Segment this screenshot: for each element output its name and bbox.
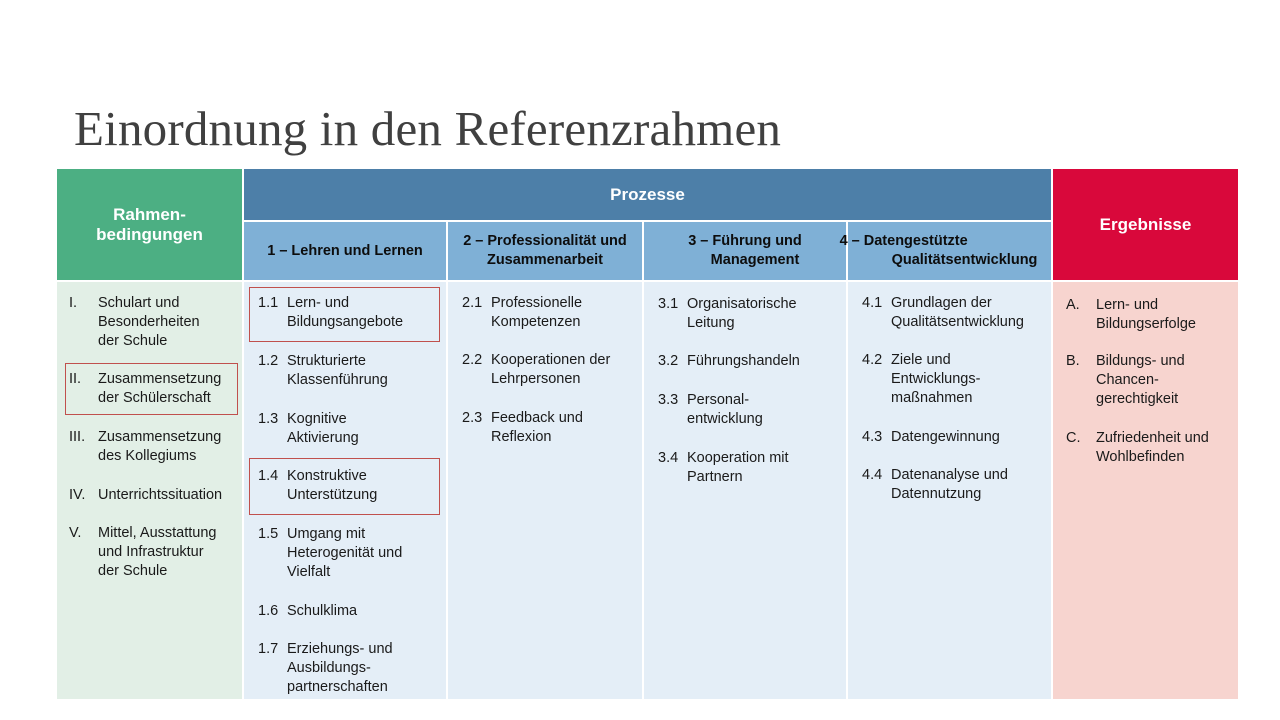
rahmen-item-label: [98, 486, 222, 505]
prozess-4-item-line: maßnahmen: [891, 390, 973, 407]
rahmen-item: [69, 524, 249, 582]
prozess-3-item-number: 3.3: [658, 392, 679, 408]
subheader-line: 4 – Datengestützte: [839, 233, 968, 249]
prozess-column-3: [644, 282, 846, 699]
prozess-1-item-line: Heterogenität und: [287, 545, 403, 562]
prozess-4-item-line: Grundlagen der: [891, 295, 992, 311]
prozess-1-item-line: Lern- und: [287, 295, 350, 311]
prozess-2-item-label: [491, 294, 582, 332]
prozess-3-item-label: [687, 352, 800, 371]
ergebnis-item: [1066, 296, 1246, 334]
prozess-4-item-line: Datenanalyse und: [891, 467, 1008, 483]
rahmen-item-line: Zusammensetzung: [98, 429, 222, 445]
rahmen-item: [69, 294, 249, 352]
rahmen-item-line: Unterrichtssituation: [98, 487, 223, 503]
ergebnis-item-line: Lern- und: [1096, 297, 1159, 313]
rahmen-header-line-1: Rahmen-: [113, 204, 186, 224]
prozess-2-item-number: 2.1: [462, 295, 483, 311]
rahmen-item-label: [98, 428, 221, 466]
ergebnis-item-line: gerechtigkeit: [1096, 391, 1179, 408]
subheader-fuehrung: [644, 222, 846, 280]
prozess-3-item-line: Leitung: [687, 315, 735, 332]
ergebnis-column: [1053, 282, 1238, 699]
prozess-3-item-line: Führungshandeln: [687, 353, 800, 369]
rahmen-item-number: I.: [69, 295, 78, 311]
ergebnis-item-line: Bildungs- und: [1096, 353, 1185, 369]
prozess-1-item-label: [287, 525, 402, 583]
prozess-3-item-number: 3.2: [658, 353, 679, 369]
prozess-1-item-line: Strukturierte: [287, 353, 366, 369]
subheader-line: Management: [710, 252, 800, 268]
prozess-3-item-line: Organisatorische: [687, 296, 797, 312]
prozess-1-item-label: [287, 352, 388, 390]
rahmen-item-line: Mittel, Ausstattung: [98, 525, 217, 541]
rahmen-item-label: [98, 294, 200, 352]
ergebnis-item-label: [1096, 352, 1185, 410]
prozess-4-item-number: 4.2: [862, 352, 883, 368]
prozess-1-item-number: 1.5: [258, 526, 279, 542]
prozess-1-item-line: Schulklima: [287, 603, 358, 619]
prozess-2-item: [462, 409, 642, 447]
prozess-4-item-line: Ziele und: [891, 352, 951, 368]
rahmen-item: [69, 428, 249, 466]
rahmen-item-line: der Schülerschaft: [98, 390, 211, 407]
prozesse-header: Prozesse: [244, 169, 1051, 220]
subheader-datengestuetzt: [839, 222, 1051, 280]
prozess-1-item-number: 1.1: [258, 295, 279, 311]
prozess-1-item-label: [287, 602, 357, 621]
prozess-2-item: [462, 351, 642, 389]
prozess-4-item-line: Datennutzung: [891, 486, 982, 503]
rahmen-item-number: V.: [69, 525, 82, 541]
subheader-line: Qualitätsentwicklung: [891, 252, 1038, 268]
slide-title: Einordnung in den Referenzrahmen: [74, 101, 782, 156]
rahmen-item-line: der Schule: [98, 333, 168, 350]
prozess-2-item-line: Lehrpersonen: [491, 371, 581, 388]
rahmen-item-line: Zusammensetzung: [98, 371, 222, 387]
ergebnis-item-line: Chancen-: [1096, 372, 1159, 389]
subheader-line: 1 – Lehren und Lernen: [267, 242, 423, 259]
rahmen-item-line: des Kollegiums: [98, 448, 197, 465]
prozess-3-item-number: 3.1: [658, 296, 679, 312]
subheader-professionalitaet: [448, 222, 642, 280]
prozess-4-item: [862, 351, 1042, 409]
prozess-4-item-line: Qualitätsentwicklung: [891, 314, 1024, 331]
prozess-3-item-label: [687, 391, 763, 429]
prozess-1-item-number: 1.3: [258, 411, 279, 427]
prozess-3-item: [658, 391, 838, 429]
ergebnis-item: [1066, 352, 1246, 410]
subheader-line: 3 – Führung und: [688, 233, 802, 249]
subheader-lehren-lernen: [244, 222, 446, 280]
ergebnis-item-line: Wohlbefinden: [1096, 449, 1185, 466]
prozess-4-item-line: Datengewinnung: [891, 429, 1000, 445]
prozess-2-item-number: 2.2: [462, 352, 483, 368]
prozess-3-item-label: [687, 295, 797, 333]
prozess-3-item: [658, 449, 838, 487]
rahmenbedingungen-header: [57, 169, 242, 280]
rahmen-item: [69, 486, 249, 505]
prozess-1-item-number: 1.4: [258, 468, 279, 484]
prozess-column-2: [448, 282, 642, 699]
ergebnis-item-label: [1096, 296, 1196, 334]
prozess-4-item-number: 4.1: [862, 295, 883, 311]
prozess-1-item-line: Bildungsangebote: [287, 314, 404, 331]
prozess-3-item: [658, 352, 838, 371]
prozess-1-item: [258, 640, 438, 698]
prozess-3-item-line: Partnern: [687, 469, 743, 486]
prozess-1-item-line: Konstruktive: [287, 468, 367, 484]
prozess-4-item: [862, 294, 1042, 332]
prozess-1-item-line: Unterstützung: [287, 487, 378, 504]
rahmen-item-line: der Schule: [98, 563, 168, 580]
rahmen-item-line: Besonderheiten: [98, 314, 200, 331]
rahmen-item-line: und Infrastruktur: [98, 544, 204, 561]
prozess-4-item-label: [891, 294, 1024, 332]
prozess-1-item-line: Klassenführung: [287, 372, 388, 389]
prozess-3-item-line: Kooperation mit: [687, 450, 789, 466]
prozess-4-item-number: 4.4: [862, 467, 883, 483]
prozess-2-item-number: 2.3: [462, 410, 483, 426]
prozess-3-item-number: 3.4: [658, 450, 679, 466]
prozess-1-item-line: Erziehungs- und: [287, 641, 393, 657]
prozess-1-item: [258, 410, 438, 448]
prozess-1-item: [258, 525, 438, 583]
prozess-4-item-label: [891, 466, 1008, 504]
highlight-box-lern-bildungsangebote: [249, 287, 440, 342]
rahmen-header-line-2: bedingungen: [96, 224, 203, 244]
prozess-3-item-line: entwicklung: [687, 411, 763, 428]
prozess-2-item: [462, 294, 642, 332]
prozess-2-item-label: [491, 409, 583, 447]
rahmen-item-number: II.: [69, 371, 82, 387]
prozess-1-item-line: partnerschaften: [287, 679, 388, 696]
prozess-2-item-line: Feedback und: [491, 410, 583, 426]
prozess-4-item-line: Entwicklungs-: [891, 371, 981, 388]
ergebnis-item-number: B.: [1066, 353, 1080, 369]
prozess-1-item-number: 1.7: [258, 641, 279, 657]
prozess-1-item: [258, 352, 438, 390]
highlight-box-schuelerschaft: [65, 363, 238, 415]
prozess-4-item: [862, 428, 1042, 447]
prozess-4-item-label: [891, 351, 980, 409]
prozess-2-item-line: Professionelle: [491, 295, 583, 311]
prozess-2-item-label: [491, 351, 610, 389]
prozess-4-item-number: 4.3: [862, 429, 883, 445]
rahmen-item-number: III.: [69, 429, 86, 445]
highlight-box-konstruktive-unterstuetzung: [249, 458, 440, 515]
prozess-3-item-label: [687, 449, 789, 487]
ergebnis-item-label: [1096, 429, 1209, 467]
prozess-4-item: [862, 466, 1042, 504]
prozess-1-item-line: Vielfalt: [287, 564, 331, 581]
prozess-2-item-line: Kooperationen der: [491, 352, 611, 368]
prozess-3-item: [658, 295, 838, 333]
ergebnis-item-number: A.: [1066, 297, 1080, 313]
rahmen-item-line: Schulart und: [98, 295, 180, 311]
prozess-1-item-label: [287, 410, 359, 448]
subheader-line: Zusammenarbeit: [486, 252, 604, 268]
ergebnis-item-line: Zufriedenheit und: [1096, 430, 1209, 446]
prozess-1-item-number: 1.6: [258, 603, 279, 619]
prozess-1-item-number: 1.2: [258, 353, 279, 369]
prozess-2-item-line: Kompetenzen: [491, 314, 581, 331]
prozess-1-item-line: Aktivierung: [287, 430, 359, 447]
prozess-2-item-line: Reflexion: [491, 429, 552, 446]
prozess-1-item-label: [287, 640, 393, 698]
prozess-1-item: [258, 602, 438, 621]
subheader-line: 2 – Professionalität und: [463, 233, 627, 249]
prozess-1-item-line: Ausbildungs-: [287, 660, 371, 677]
ergebnis-item: [1066, 429, 1246, 467]
ergebnisse-header: Ergebnisse: [1053, 169, 1238, 280]
rahmen-item-number: IV.: [69, 487, 86, 503]
prozess-1-item-line: Kognitive: [287, 411, 347, 427]
ergebnis-item-line: Bildungserfolge: [1096, 316, 1196, 333]
prozess-1-item-line: Umgang mit: [287, 526, 366, 542]
prozess-4-item-label: [891, 428, 1000, 447]
ergebnis-item-number: C.: [1066, 430, 1081, 446]
rahmen-item-label: [98, 524, 216, 582]
prozess-3-item-line: Personal-: [687, 392, 750, 408]
